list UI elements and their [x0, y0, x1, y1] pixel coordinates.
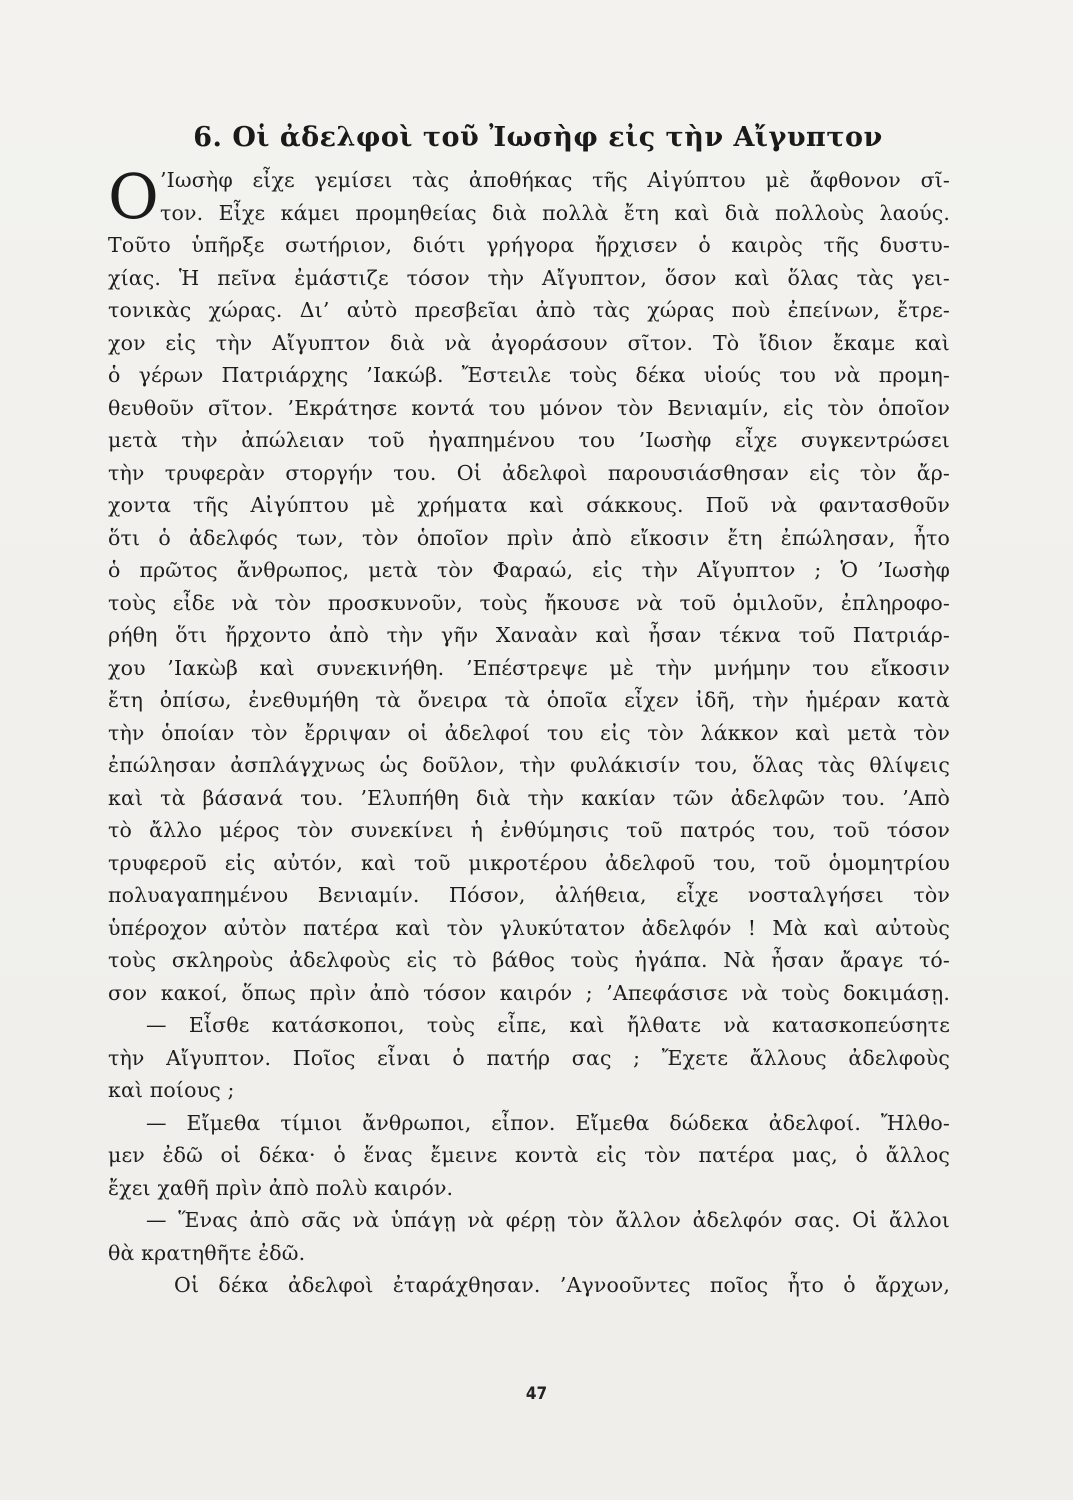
text-line: Οἱ δέκα ἀδελφοὶ ἐταράχθησαν. ’Αγνοοῦντες ποῖος ἦτο ὁ ἄρχων,	[174, 1273, 950, 1297]
text-line: χον εἰς τὴν Αἴγυπτον διὰ νὰ ἀγοράσουν σῖτον. Τὸ ἴδιον ἔκαμε καὶ	[108, 330, 950, 355]
dialogue-line: — Ἕνας ἀπὸ σᾶς νὰ ὑπάγῃ νὰ φέρῃ τὸν ἄλλον ἀδελφόν σας. Οἱ ἄλλοι	[146, 1208, 950, 1232]
text-line: τον. Εἶχε κάμει προμηθείας διὰ πολλὰ ἔτη καὶ διὰ πολλοὺς λαούς.	[160, 200, 950, 225]
text-line: τὴν Αἴγυπτον. Ποῖος εἶναι ὁ πατήρ σας ; Ἔχετε ἄλλους ἀδελφοὺς	[108, 1045, 950, 1070]
text-line: ὅτι ὁ ἀδελφός των, τὸν ὁποῖον πρὶν ἀπὸ εἴκοσιν ἔτη ἐπώλησαν, ἦτο	[108, 525, 950, 550]
text-line: τὴν τρυφερὰν στοργήν του. Οἱ ἀδελφοὶ παρουσιάσθησαν εἰς τὸν ἄρ-	[108, 460, 950, 485]
page-number: 47	[525, 1384, 548, 1404]
text-line: ὁ γέρων Πατριάρχης ’Ιακώβ. Ἔστειλε τοὺς δέκα υἱούς του νὰ προμη-	[108, 363, 950, 387]
text-line: μεν ἐδῶ οἱ δέκα· ὁ ἕνας ἔμεινε κοντὰ εἰς τὸν πατέρα μας, ὁ ἄλλος	[108, 1143, 950, 1167]
text-line: ἐπώλησαν ἀσπλάγχνως ὡς δοῦλον, τὴν φυλάκισίν του, ὅλας τὰς θλίψεις	[108, 753, 950, 777]
dialogue-line: — Εἴμεθα τίμιοι ἄνθρωποι, εἶπον. Εἴμεθα δώδεκα ἀδελφοί. Ἤλθο-	[146, 1110, 950, 1135]
body-text	[108, 160, 950, 1302]
text-line: ρήθη ὅτι ἤρχοντο ἀπὸ τὴν γῆν Χαναὰν καὶ ἦσαν τέκνα τοῦ Πατριάρ-	[108, 623, 950, 647]
text-line: χίας. Ἡ πεῖνα ἐμάστιζε τόσον τὴν Αἴγυπτον, ὅσον καὶ ὅλας τὰς γει-	[108, 265, 950, 290]
text-line: ἔτη ὀπίσω, ἐνεθυμήθη τὰ ὄνειρα τὰ ὁποῖα εἶχεν ἰδῆ, τὴν ἡμέραν κατὰ	[108, 688, 950, 712]
text-line: ὑπέροχον αὐτὸν πατέρα καὶ τὸν γλυκύτατον ἀδελφόν ! Μὰ καὶ αὐτοὺς	[108, 915, 950, 940]
text-line: σον κακοί, ὅπως πρὶν ἀπὸ τόσον καιρόν ; ’Απεφάσισε νὰ τοὺς δοκιμάσῃ.	[108, 980, 950, 1005]
text-line: ὁ πρῶτος ἄνθρωπος, μετὰ τὸν Φαραώ, εἰς τὴν Αἴγυπτον ; Ὁ ’Ιωσὴφ	[108, 558, 950, 582]
text-line: καὶ ποίους ;	[108, 1078, 235, 1102]
text-line: χου ’Ιακὼβ καὶ συνεκινήθη. ’Επέστρεψε μὲ τὴν μνήμην του εἴκοσιν	[108, 655, 950, 680]
text-line: Τοῦτο ὑπῆρξε σωτήριον, διότι γρήγορα ἤρχισεν ὁ καιρὸς τῆς δυστυ-	[108, 233, 950, 257]
text-line: θὰ κρατηθῆτε ἐδῶ.	[108, 1240, 306, 1265]
text-line: τρυφεροῦ εἰς αὐτόν, καὶ τοῦ μικροτέρου ἀδελφοῦ του, τοῦ ὁμομητρίου	[108, 850, 950, 875]
text-line: πολυαγαπημένου Βενιαμίν. Πόσον, ἀλήθεια, εἶχε νοσταλγήσει τὸν	[108, 883, 950, 907]
text-line: τοὺς σκληροὺς ἀδελφοὺς εἰς τὸ βάθος τοὺς ἠγάπα. Νὰ ἦσαν ἄραγε τό-	[108, 948, 950, 972]
text-line: τὴν ὁποίαν τὸν ἔρριψαν οἱ ἀδελφοί του εἰς τὸν λάκκον καὶ μετὰ τὸν	[108, 720, 950, 745]
drop-cap: Ο	[108, 160, 159, 233]
text-line: τὸ ἄλλο μέρος τὸν συνεκίνει ἡ ἐνθύμησις τοῦ πατρός του, τοῦ τόσον	[108, 818, 950, 842]
text-line: ἔχει χαθῆ πρὶν ἀπὸ πολὺ καιρόν.	[108, 1175, 454, 1200]
text-line: χοντα τῆς Αἰγύπτου μὲ χρήματα καὶ σάκκους. Ποῦ νὰ φαντασθοῦν	[108, 493, 950, 517]
text-line: ’Ιωσὴφ εἶχε γεμίσει τὰς ἀποθήκας τῆς Αἰγύπτου μὲ ἄφθονον σῖ-	[160, 168, 950, 192]
text-line: καὶ τὰ βάσανά του. ’Ελυπήθη διὰ τὴν κακίαν τῶν ἀδελφῶν του. ’Απὸ	[108, 785, 950, 810]
text-line: μετὰ τὴν ἀπώλειαν τοῦ ἠγαπημένου του ’Ιωσὴφ εἶχε συγκεντρώσει	[108, 428, 950, 452]
text-line: τοὺς εἶδε νὰ τὸν προσκυνοῦν, τοὺς ἤκουσε νὰ τοῦ ὁμιλοῦν, ἐπληροφο-	[108, 590, 950, 615]
text-line: θευθοῦν σῖτον. ’Εκράτησε κοντά του μόνον τὸν Βενιαμίν, εἰς τὸν ὁποῖον	[108, 395, 950, 420]
text-line: τονικὰς χώρας. Δι’ αὐτὸ πρεσβεῖαι ἀπὸ τὰς χώρας ποὺ ἐπείνων, ἔτρε-	[108, 298, 950, 322]
dialogue-line: — Εἶσθε κατάσκοποι, τοὺς εἶπε, καὶ ἤλθατε νὰ κατασκοπεύσητε	[146, 1013, 950, 1037]
chapter-title: 6. Οἱ ἀδελφοὶ τοῦ Ἰωσὴφ εἰς τὴν Αἴγυπτον	[193, 122, 883, 153]
